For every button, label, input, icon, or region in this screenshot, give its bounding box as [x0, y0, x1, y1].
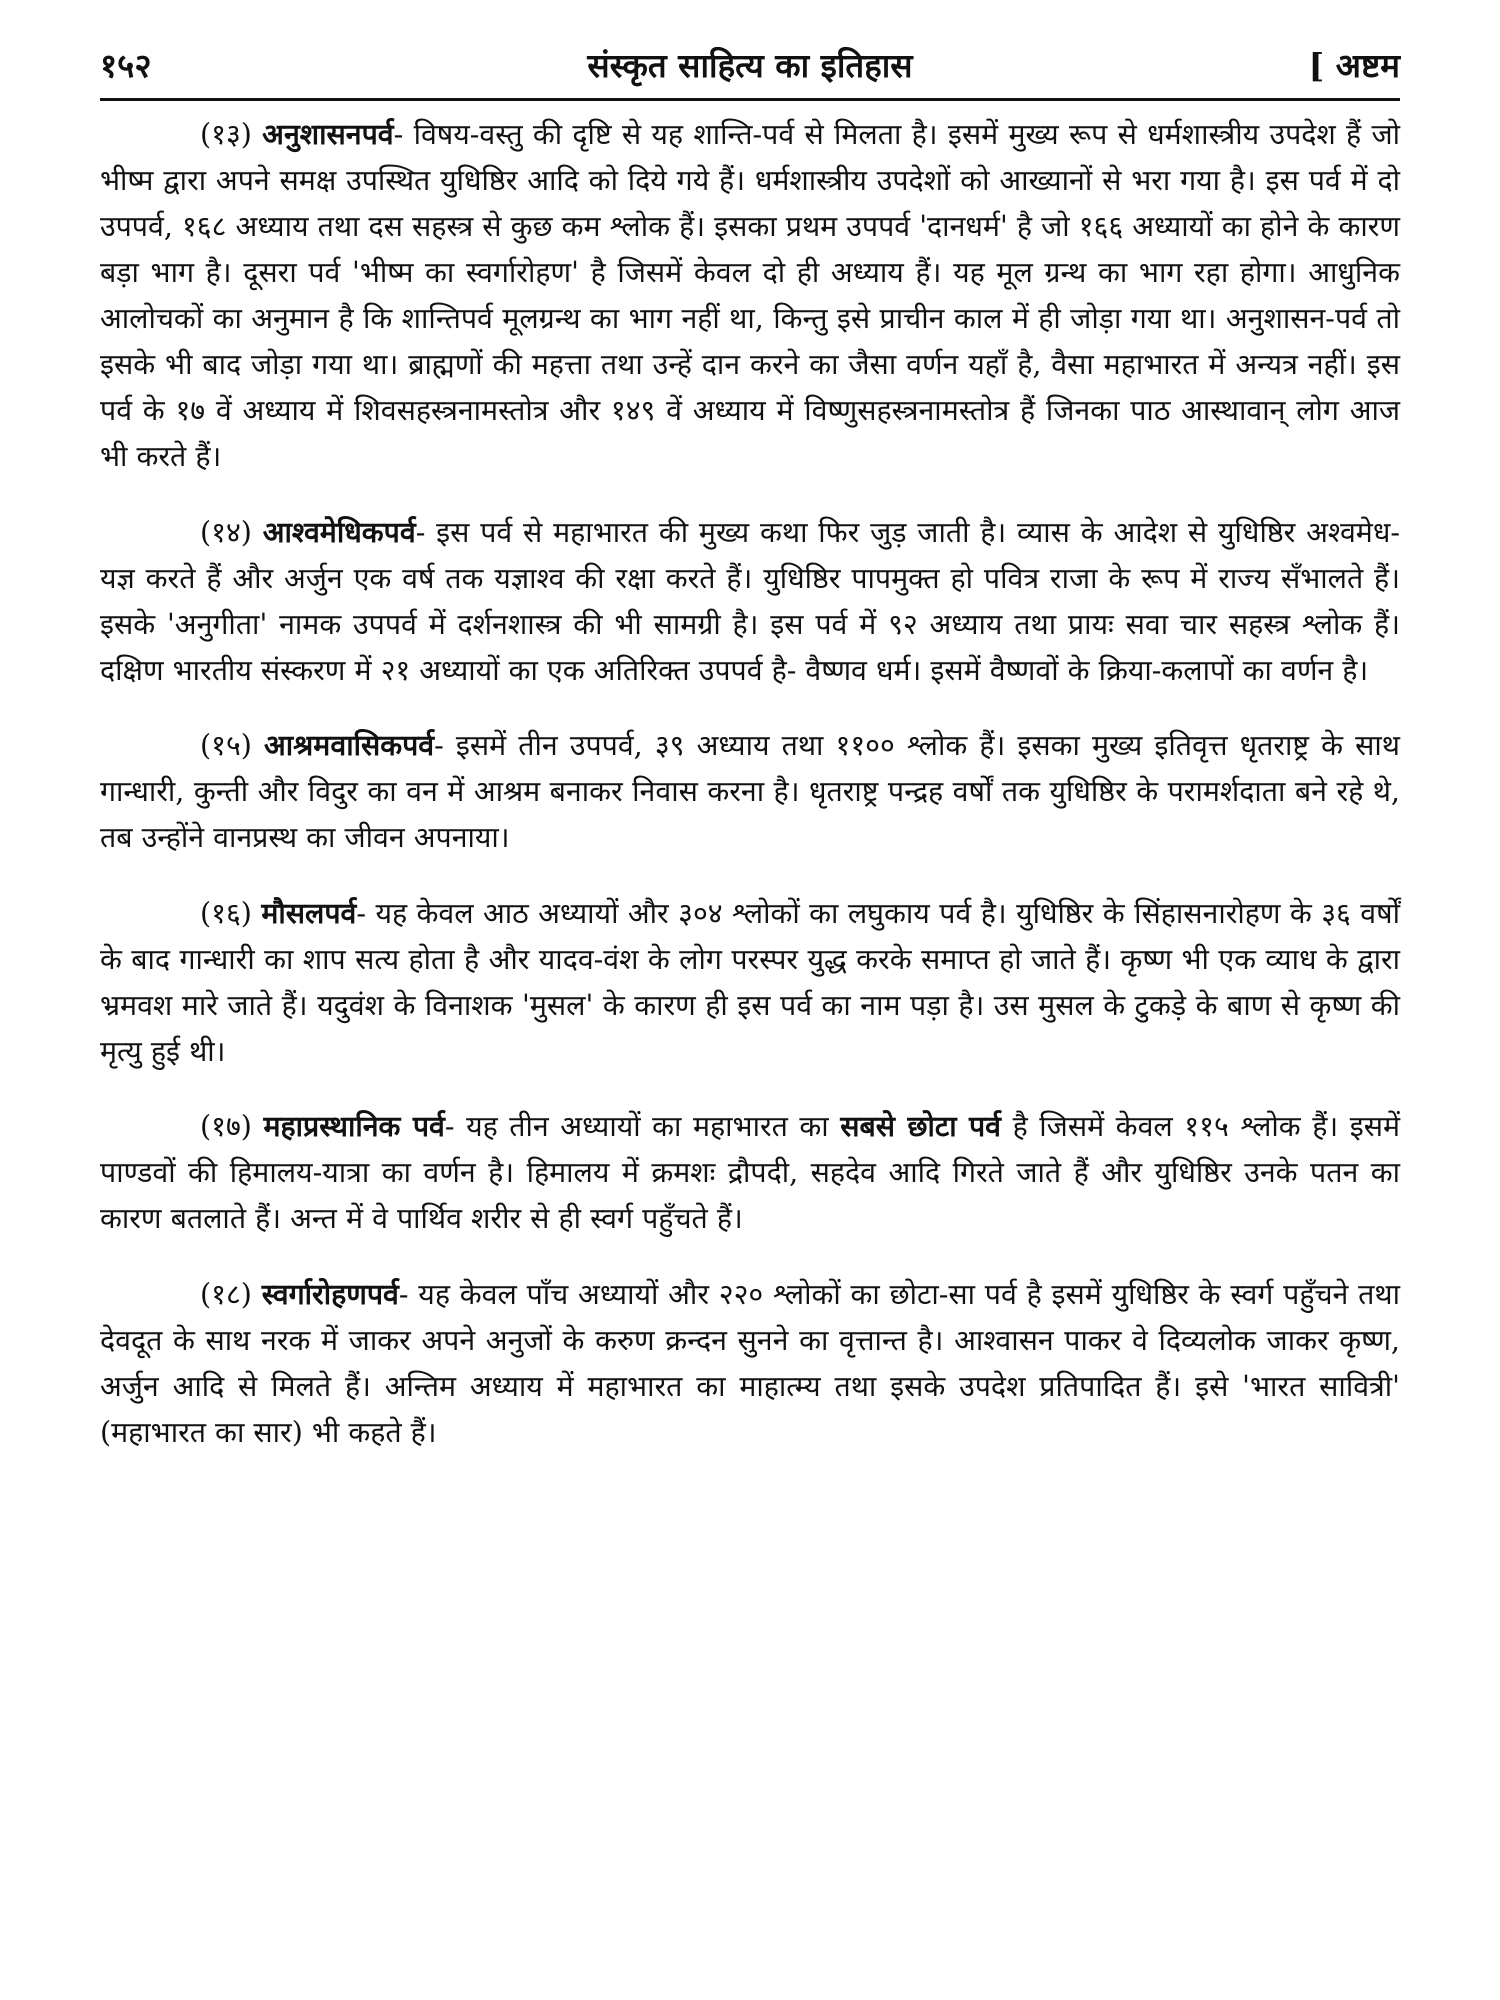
section-title: स्वर्गारोहणपर्व	[261, 1276, 399, 1311]
section-number: (१४)	[200, 515, 252, 549]
section-bold-phrase: सबसे छोटा पर्व	[840, 1109, 1002, 1143]
section-title: मौसलपर्व	[261, 895, 357, 930]
section-ashvamedhik-parva	[100, 509, 1400, 694]
section-title: आश्रमवासिकपर्व	[264, 728, 435, 762]
book-title: संस्कृत साहित्य का इतिहास	[587, 46, 913, 85]
section-text-before: - यह तीन अध्यायों का महाभारत का	[444, 1110, 841, 1143]
section-number: (१५)	[200, 729, 252, 762]
section-number: (१८)	[200, 1277, 252, 1311]
section-mahaprasthanik-parva	[100, 1103, 1400, 1242]
section-text: - यह केवल पाँच अध्यायों और २२० श्लोकों का छोटा-सा पर्व है इसमें युधिष्ठिर के स्वर्ग पहुँचने तथा देवदूत के साथ नरक में जाकर अपने अनुजों के करुण क्रन्दन सुनने का वृत्तान्त है। आश्वासन पाकर वे दिव्यलोक जाकर कृष्ण, अर्जुन आदि से मिलते हैं। अन्तिम अध्याय में महाभारत का माहात्म्य तथा इसके उपदेश प्रतिपादित हैं। इसे 'भारत सावित्री' (महाभारत का सार) भी कहते हैं।	[100, 1277, 1400, 1449]
section-mausal-parva	[100, 890, 1400, 1075]
section-text: - यह केवल आठ अध्यायों और ३०४ श्लोकों का लघुकाय पर्व है। युधिष्ठिर के सिंहासनारोहण के ३६ वर्षों के बाद गान्धारी का शाप सत्य होता है और यादव-वंश के लोग परस्पर युद्ध करके समाप्त हो जाते हैं। कृष्ण भी एक व्याध के द्वारा भ्रमवश मारे जाते हैं। यदुवंश के विनाशक 'मुसल' के कारण ही इस पर्व का नाम पड़ा है। उस मुसल के टुकड़े के बाण से कृष्ण की मृत्यु हुई थी।	[100, 896, 1400, 1068]
section-number: (१६)	[200, 896, 252, 930]
book-page	[100, 36, 1400, 1976]
section-text: - विषय-वस्तु की दृष्टि से यह शान्ति-पर्व से मिलता है। इसमें मुख्य रूप से धर्मशास्त्रीय उपदेश हैं जो भीष्म द्वारा अपने समक्ष उपस्थित युधिष्ठिर आदि को दिये गये हैं। धर्मशास्त्रीय उपदेशों को आख्यानों से भरा गया है। इस पर्व में दो उपपर्व, १६८ अध्याय तथा दस सहस्त्र से कुछ कम श्लोक हैं। इसका प्रथम उपपर्व 'दानधर्म' है जो १६६ अध्यायों का होने के कारण बड़ा भाग है। दूसरा पर्व 'भीष्म का स्वर्गारोहण' है जिसमें केवल दो ही अध्याय हैं। यह मूल ग्रन्थ का भाग रहा होगा। आधुनिक आलोचकों का अनुमान है कि शान्तिपर्व मूलग्रन्थ का भाग नहीं था, किन्तु इसे प्राचीन काल में ही जोड़ा गया था। अनुशासन-पर्व तो इसके भी बाद जोड़ा गया था। ब्राह्मणों की महत्ता तथा उन्हें दान करने का जैसा वर्णन यहाँ है, वैसा महाभारत में अन्यत्र नहीं। इस पर्व के १७ वें अध्याय में शिवसहस्त्रनामस्तोत्र और १४९ वें अध्याय में विष्णुसहस्त्रनामस्तोत्र हैं जिनका पाठ आस्थावान् लोग आज भी करते हैं।	[100, 118, 1400, 473]
section-title: महाप्रस्थानिक पर्व	[263, 1109, 445, 1143]
section-text-after: है जिसमें केवल ११५ श्लोक हैं। इसमें पाण्डवों की हिमालय-यात्रा का वर्णन है। हिमालय में क्रमशः द्रौपदी, सहदेव आदि गिरते जाते हैं और युधिष्ठिर उनके पतन का कारण बतलाते हैं। अन्त में वे पार्थिव शरीर से ही स्वर्ग पहुँचते हैं।	[100, 1110, 1400, 1235]
section-number: (१३)	[200, 118, 252, 151]
section-text: - इस पर्व से महाभारत की मुख्य कथा फिर जुड़ जाती है। व्यास के आदेश से युधिष्ठिर अश्वमेध-यज्ञ करते हैं और अर्जुन एक वर्ष तक यज्ञाश्व की रक्षा करते हैं। युधिष्ठिर पापमुक्त हो पवित्र राजा के रूप में राज्य सँभालते हैं। इसके 'अनुगीता' नामक उपपर्व में दर्शनशास्त्र की भी सामग्री है। इस पर्व में ९२ अध्याय तथा प्रायः सवा चार सहस्त्र श्लोक हैं। दक्षिण भारतीय संस्करण में २१ अध्यायों का एक अतिरिक्त उपपर्व है- वैष्णव धर्म। इसमें वैष्णवों के क्रिया-कलापों का वर्णन है।	[100, 515, 1401, 687]
page-header	[100, 36, 1400, 101]
section-title: आश्वमेधिकपर्व	[262, 514, 416, 549]
section-ashramavasik-parva	[100, 722, 1400, 861]
chapter-label: [ अष्टम	[1308, 46, 1400, 85]
section-number: (१७)	[200, 1110, 252, 1143]
section-text: - इसमें तीन उपपर्व, ३९ अध्याय तथा ११०० श्लोक हैं। इसका मुख्य इतिवृत्त धृतराष्ट्र के साथ गान्धारी, कुन्ती और विदुर का वन में आश्रम बनाकर निवास करना है। धृतराष्ट्र पन्द्रह वर्षों तक युधिष्ठिर के परामर्शदाता बने रहे थे, तब उन्होंने वानप्रस्थ का जीवन अपनाया।	[100, 729, 1401, 854]
page-number: १५२	[100, 46, 152, 85]
section-title: अनुशासनपर्व	[262, 117, 394, 151]
section-swargarohan-parva	[100, 1271, 1400, 1456]
section-anushasan-parva	[100, 111, 1400, 480]
